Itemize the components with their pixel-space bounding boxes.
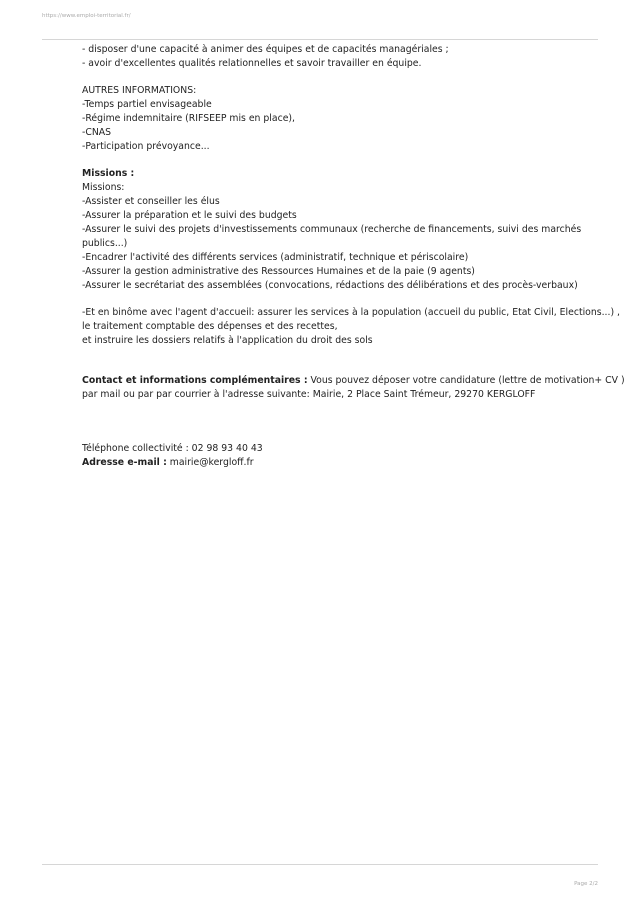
contact-line <box>82 374 627 388</box>
mission-extra: le traitement comptable des dépenses et des recettes, <box>82 321 338 332</box>
footer-divider <box>42 864 598 865</box>
autres-item: -Temps partiel envisageable <box>82 99 212 110</box>
mission-item: -Assurer la préparation et le suivi des budgets <box>82 210 297 221</box>
autres-item: -Régime indemnitaire (RIFSEEP mis en place), <box>82 113 296 124</box>
profile-line: - avoir d'excellentes qualités relationnelles et savoir travailler en équipe. <box>82 58 422 69</box>
email-link[interactable]: mairie@kergloff.fr <box>166 457 254 468</box>
document-body <box>82 43 627 470</box>
contact-address: par mail ou par par courrier à l'adresse suivante: Mairie, 2 Place Saint Trémeur, 29270 KERGLOFF <box>82 389 536 400</box>
mission-item: -Assurer le secrétariat des assemblées (convocations, rédactions des délibérations et des procès-verbaux) <box>82 280 578 291</box>
autres-heading: AUTRES INFORMATIONS: <box>82 85 197 96</box>
email-line <box>82 456 627 470</box>
email-label: Adresse e-mail : <box>82 457 167 468</box>
missions-title: Missions : <box>82 168 135 179</box>
mission-item: -Assurer le suivi des projets d'investissements communaux (recherche de financements, suivi des marchés <box>82 224 582 235</box>
mission-extra: et instruire les dossiers relatifs à l'application du droit des sols <box>82 335 373 346</box>
contact-text: Vous pouvez déposer votre candidature (lettre de motivation+ CV ) <box>307 375 625 386</box>
profile-line: - disposer d'une capacité à animer des équipes et de capacités managériales ; <box>82 44 449 55</box>
mission-item: -Assister et conseiller les élus <box>82 196 220 207</box>
page-number: Page 2/2 <box>574 881 598 887</box>
autres-item: -Participation prévoyance... <box>82 141 210 152</box>
header-url: https://www.emploi-territorial.fr/ <box>42 13 131 19</box>
autres-item: -CNAS <box>82 127 112 138</box>
mission-item: -Assurer la gestion administrative des Ressources Humaines et de la paie (9 agents) <box>82 266 475 277</box>
contact-label: Contact et informations complémentaires : <box>82 375 308 386</box>
mission-item: -Encadrer l'activité des différents services (administratif, technique et périscolaire) <box>82 252 469 263</box>
mission-item: publics...) <box>82 238 128 249</box>
mission-extra: -Et en binôme avec l'agent d'accueil: assurer les services à la population (accueil du public, Etat Civil, Elections...) , <box>82 307 621 318</box>
missions-subtitle: Missions: <box>82 182 125 193</box>
phone-line: Téléphone collectivité : 02 98 93 40 43 <box>82 443 263 454</box>
header-divider <box>42 39 598 40</box>
